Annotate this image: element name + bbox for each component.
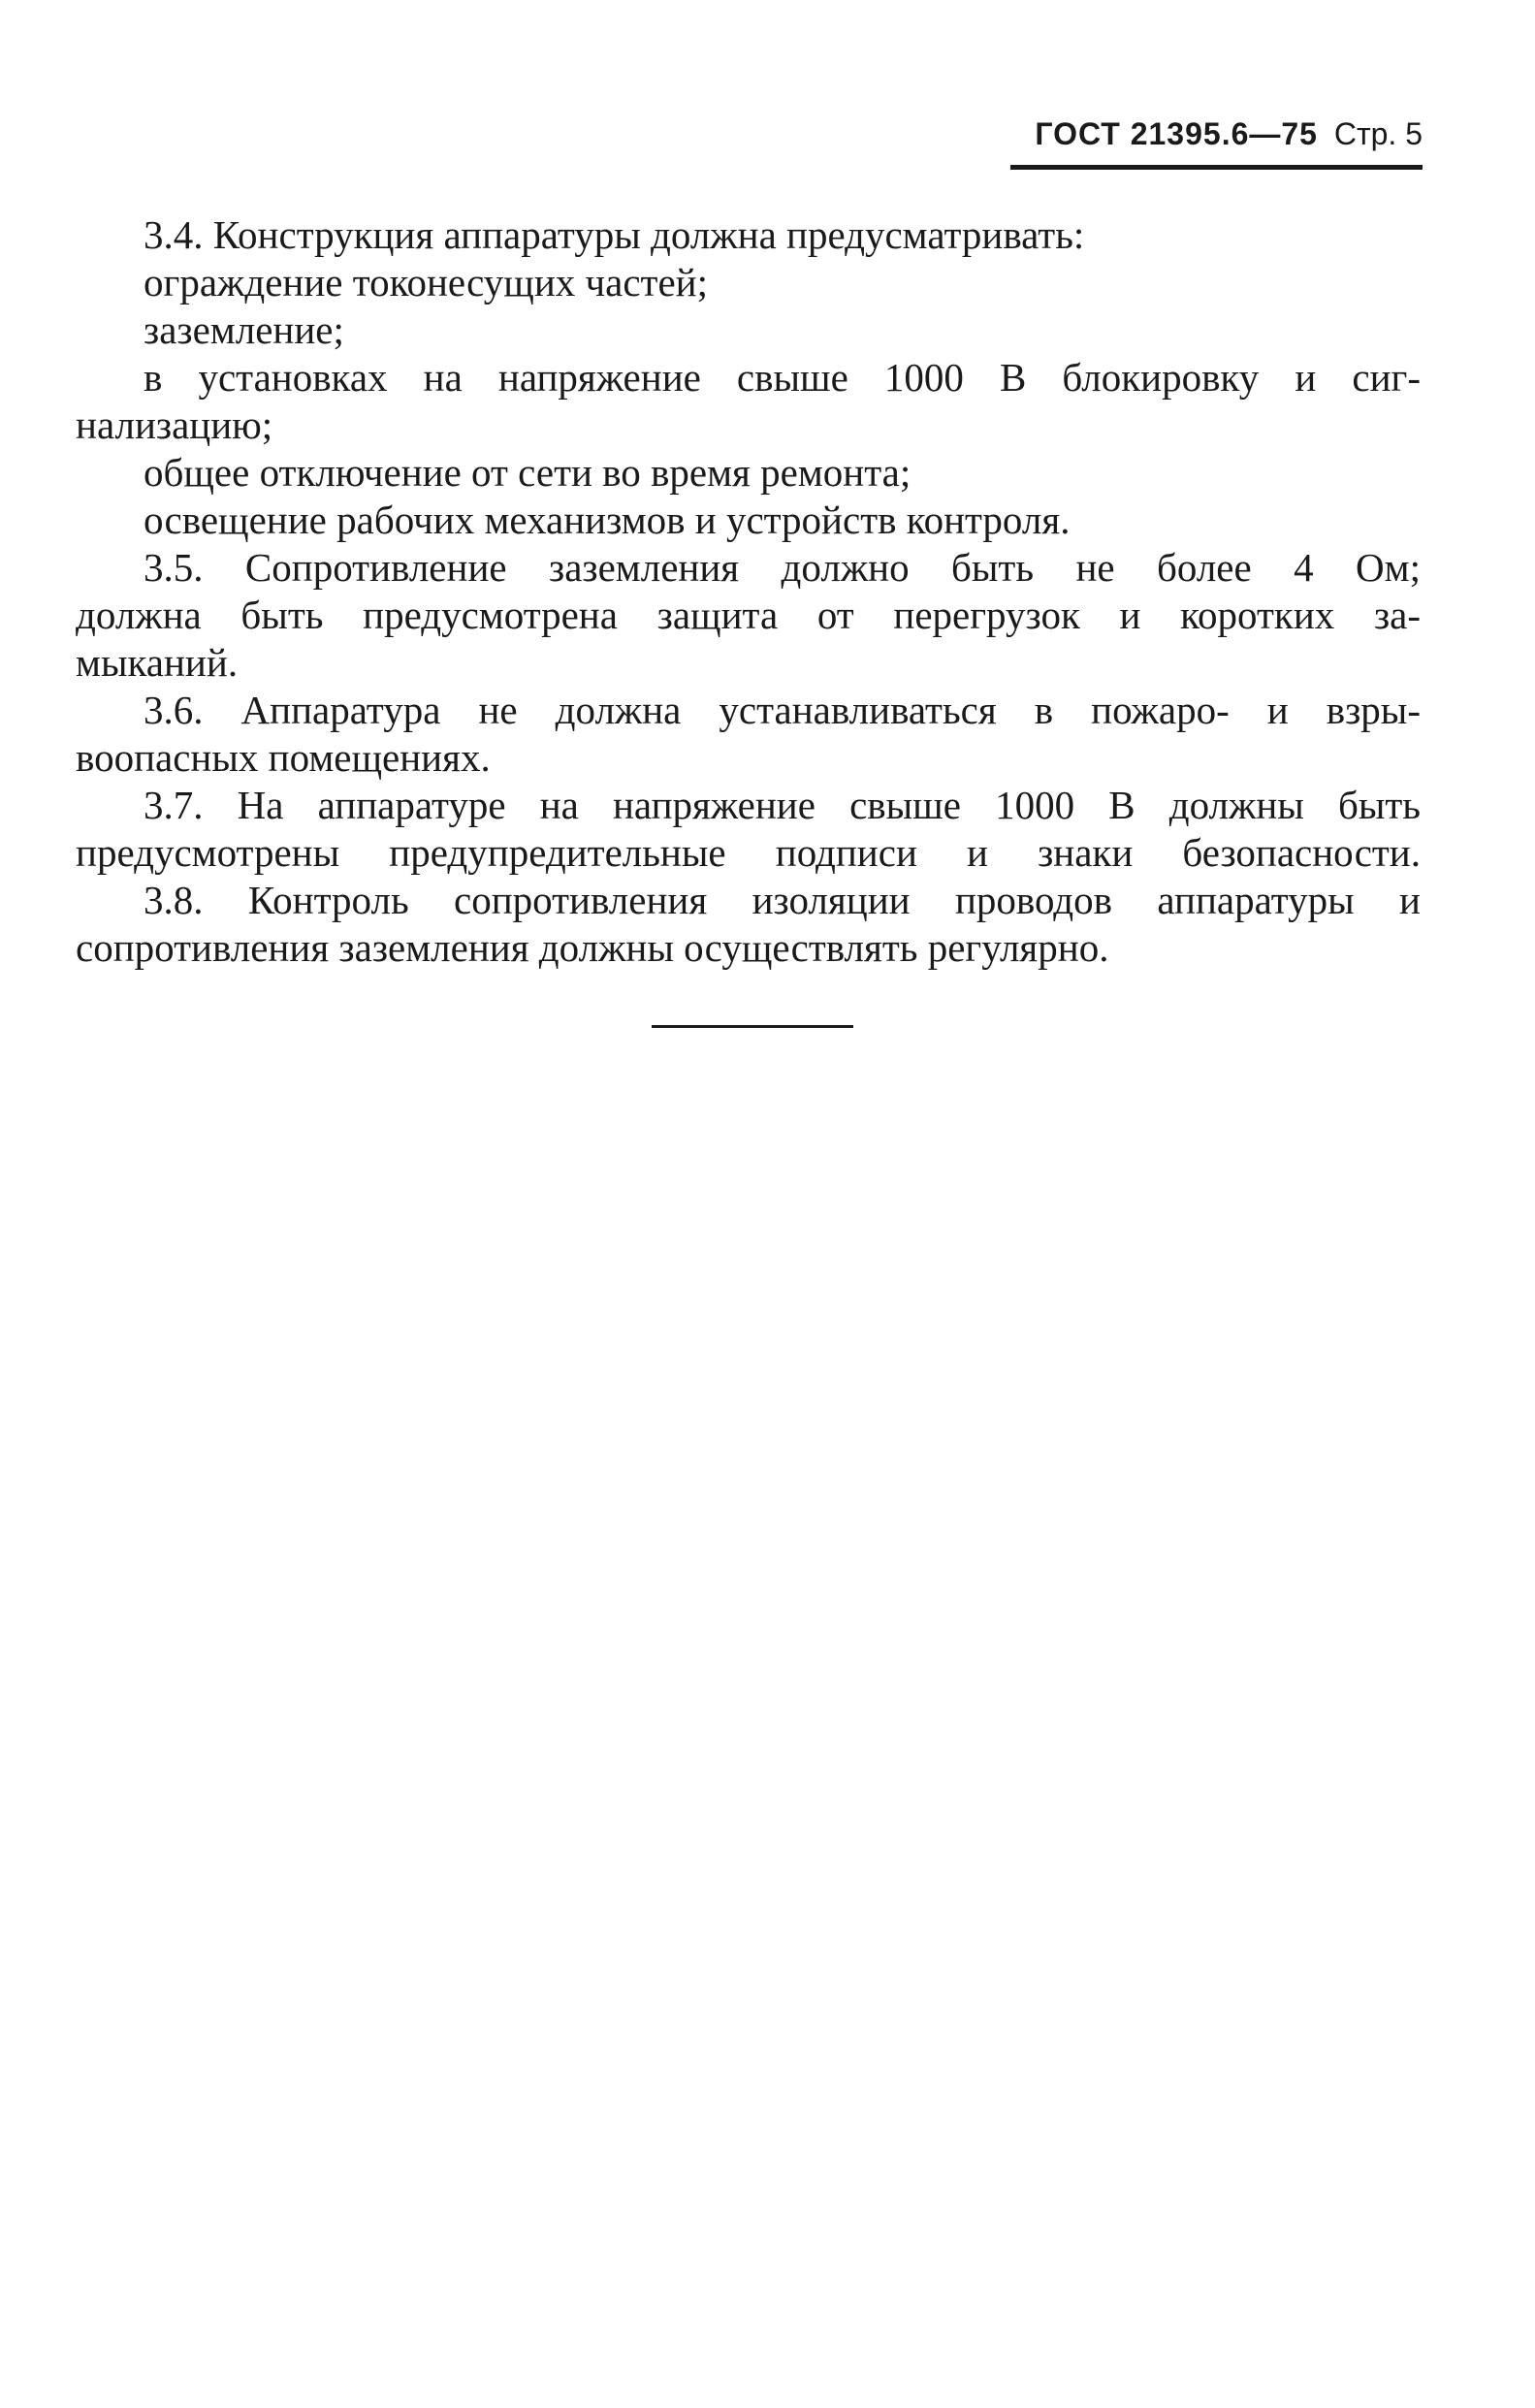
paragraph-3-5-line-1: 3.5. Сопротивление заземления должно быть не более 4 Ом; xyxy=(144,545,1421,590)
paragraph-3-6-line-1: 3.6. Аппаратура не должна устанавливаться в пожаро- и взры- xyxy=(144,688,1421,732)
list-item-blocking-line-1: в установках на напряжение свыше 1000 В блокировку и сиг- xyxy=(144,355,1421,400)
paragraph-3-7-line-2: предусмотрены предупредительные подписи и знаки безопасности. xyxy=(76,830,1421,875)
header-divider xyxy=(1010,165,1423,170)
paragraph-3-4: 3.4. Конструкция аппаратуры должна предусматривать: xyxy=(144,212,1085,257)
document-body xyxy=(76,211,1421,972)
paragraph-3-5-line-3: мыканий. xyxy=(76,640,239,685)
paragraph-3-8-line-2: сопротивления заземления должны осуществлять регулярно. xyxy=(76,925,1109,970)
page-header xyxy=(1035,114,1423,153)
paragraph-3-7-line-1: 3.7. На аппаратуре на напряжение свыше 1000 В должны быть xyxy=(144,783,1421,827)
list-item-lighting: освещение рабочих механизмов и устройств контроля. xyxy=(144,498,1071,542)
standard-number: ГОСТ 21395.6—75 xyxy=(1035,116,1318,151)
list-item-grounding: заземление; xyxy=(144,307,344,352)
paragraph-3-5-line-2: должна быть предусмотрена защита от перегрузок и коротких за- xyxy=(76,593,1421,637)
list-item-disconnect: общее отключение от сети во время ремонта; xyxy=(144,450,911,495)
list-item-guarding: ограждение токонесущих частей; xyxy=(144,260,708,305)
paragraph-3-8-line-1: 3.8. Контроль сопротивления изоляции проводов аппаратуры и xyxy=(144,878,1421,922)
page-number: Стр. 5 xyxy=(1333,116,1423,151)
paragraph-3-6-line-2: воопасных помещениях. xyxy=(76,735,491,780)
list-item-blocking-line-2: нализацию; xyxy=(76,402,273,447)
end-divider xyxy=(652,1025,853,1028)
